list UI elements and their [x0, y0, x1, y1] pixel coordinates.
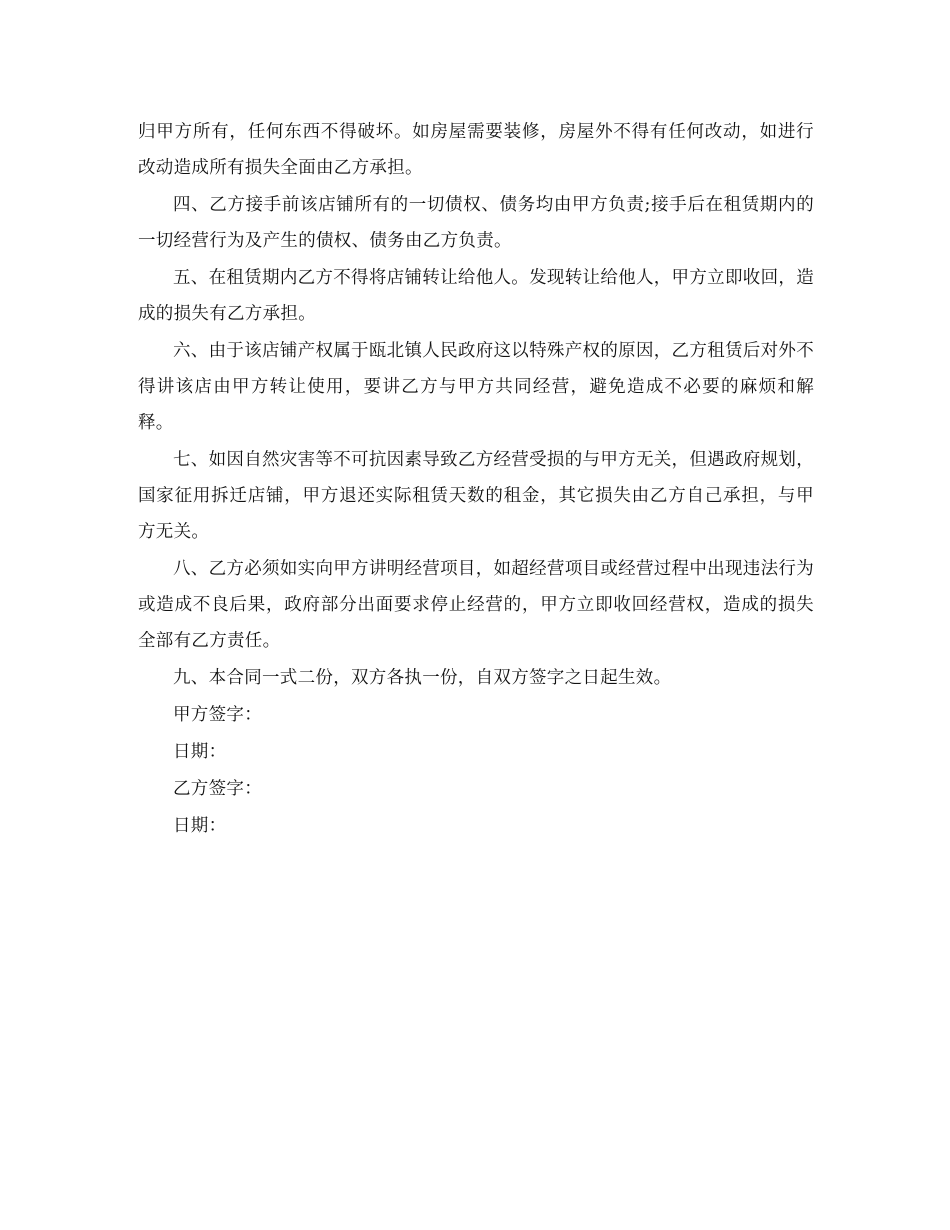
- clause-paragraph-6: 六、由于该店铺产权属于瓯北镇人民政府这以特殊产权的原因，乙方租赁后对外不得讲该店由甲方转让使用，要讲乙方与甲方共同经营，避免造成不必要的麻烦和解释。: [138, 341, 814, 433]
- party-a-date-label: 日期：: [173, 742, 227, 762]
- clause-paragraph-9: 九、本合同一式二份，双方各执一份，自双方签字之日起生效。: [173, 668, 672, 688]
- document-body: [138, 114, 814, 845]
- party-b-date-label: 日期：: [173, 816, 227, 836]
- clause-paragraph-continued: 归甲方所有，任何东西不得破坏。如房屋需要装修，房屋外不得有任何改动，如进行改动造成所有损失全面由乙方承担。: [138, 122, 814, 178]
- clause-paragraph-4: 四、乙方接手前该店铺所有的一切债权、债务均由甲方负责;接手后在租赁期内的一切经营行为及产生的债权、债务由乙方负责。: [138, 195, 814, 251]
- party-a-signature-label: 甲方签字：: [173, 705, 262, 725]
- clause-paragraph-8: 八、乙方必须如实向甲方讲明经营项目，如超经营项目或经营过程中出现违法行为或造成不良后果，政府部分出面要求停止经营的，甲方立即收回经营权，造成的损失全部有乙方责任。: [138, 559, 814, 651]
- clause-paragraph-7: 七、如因自然灾害等不可抗因素导致乙方经营受损的与甲方无关，但遇政府规划，国家征用拆迁店铺，甲方退还实际租赁天数的租金，其它损失由乙方自己承担，与甲方无关。: [138, 450, 814, 542]
- clause-paragraph-5: 五、在租赁期内乙方不得将店铺转让给他人。发现转让给他人，甲方立即收回，造成的损失有乙方承担。: [138, 268, 814, 324]
- party-b-signature-label: 乙方签字：: [173, 779, 262, 799]
